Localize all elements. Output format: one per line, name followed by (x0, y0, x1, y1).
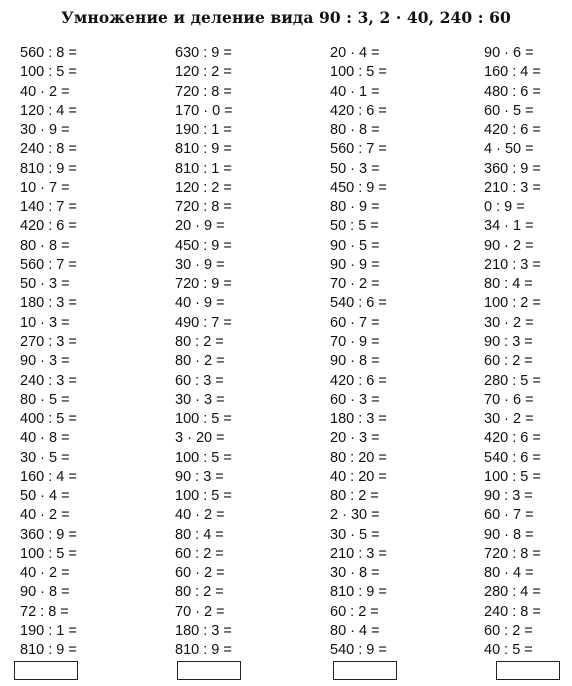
exercise-item: 100 : 5 = (175, 411, 232, 428)
exercise-item: 20 · 3 = (330, 430, 380, 447)
answer-box-4[interactable] (496, 661, 560, 680)
exercise-item: 30 · 3 = (175, 391, 225, 408)
exercise-item: 80 · 8 = (20, 237, 70, 254)
exercise-item: 630 : 9 = (175, 45, 232, 61)
exercise-item: 50 · 3 = (330, 160, 380, 177)
exercise-item: 80 : 20 = (330, 449, 387, 466)
exercise-item: 60 : 3 = (175, 372, 224, 389)
exercise-item: 90 : 3 = (484, 488, 533, 505)
exercise-item: 560 : 7 = (330, 141, 387, 158)
exercise-item: 60 : 2 = (175, 545, 224, 562)
exercise-item: 70 · 6 = (484, 391, 534, 408)
exercise-item: 4 · 50 = (484, 141, 534, 158)
exercise-item: 60 : 2 = (484, 622, 533, 639)
exercise-item: 240 : 8 = (484, 603, 541, 620)
exercise-item: 20 · 4 = (330, 45, 380, 61)
exercise-item: 30 · 5 = (20, 449, 70, 466)
exercise-item: 810 : 9 = (20, 160, 77, 177)
exercise-item: 810 : 9 = (20, 642, 77, 659)
exercise-item: 40 · 9 = (175, 295, 225, 312)
exercise-item: 420 : 6 = (484, 122, 541, 139)
exercise-item: 720 : 9 = (175, 276, 232, 293)
exercise-item: 210 : 3 = (484, 179, 541, 196)
exercise-item: 100 : 2 = (484, 295, 541, 312)
exercise-item: 90 · 2 = (484, 237, 534, 254)
exercise-item: 60 · 5 = (484, 102, 534, 119)
exercise-item: 270 : 3 = (20, 333, 77, 350)
exercise-item: 490 : 7 = (175, 314, 232, 331)
exercise-column-3 (330, 44, 387, 661)
exercise-item: 40 : 20 = (330, 468, 387, 485)
exercise-item: 180 : 3 = (330, 411, 387, 428)
exercise-item: 100 : 5 = (20, 545, 77, 562)
answer-box-2[interactable] (177, 661, 241, 680)
exercise-item: 560 : 8 = (20, 45, 77, 61)
exercise-item: 60 · 7 = (330, 314, 380, 331)
exercise-item: 810 : 9 = (175, 642, 232, 659)
exercise-item: 50 : 5 = (330, 218, 379, 235)
exercise-item: 160 : 4 = (20, 468, 77, 485)
exercise-item: 90 · 5 = (330, 237, 380, 254)
exercise-item: 190 : 1 = (20, 622, 77, 639)
exercise-item: 80 · 4 = (484, 565, 534, 582)
exercise-item: 40 · 2 = (20, 565, 70, 582)
exercise-item: 50 · 3 = (20, 276, 70, 293)
exercise-item: 90 · 8 = (20, 584, 70, 601)
exercise-item: 450 : 9 = (175, 237, 232, 254)
exercise-item: 480 : 6 = (484, 83, 541, 100)
exercise-item: 30 · 2 = (484, 314, 534, 331)
exercise-item: 120 : 2 = (175, 179, 232, 196)
exercise-item: 10 · 7 = (20, 179, 70, 196)
exercise-item: 280 : 4 = (484, 584, 541, 601)
exercise-item: 540 : 6 = (484, 449, 541, 466)
exercise-item: 80 : 4 = (484, 276, 533, 293)
exercise-item: 720 : 8 = (175, 199, 232, 216)
exercise-item: 30 · 2 = (484, 411, 534, 428)
exercise-item: 80 · 9 = (330, 199, 380, 216)
exercise-item: 810 : 9 = (175, 141, 232, 158)
exercise-item: 420 : 6 = (484, 430, 541, 447)
exercise-item: 720 : 8 = (484, 545, 541, 562)
exercise-item: 40 · 2 = (20, 507, 70, 524)
exercise-item: 90 · 9 = (330, 256, 380, 273)
exercise-item: 360 : 9 = (20, 526, 77, 543)
exercise-item: 100 : 5 = (175, 488, 232, 505)
exercise-item: 70 · 2 = (330, 276, 380, 293)
exercise-item: 100 : 5 = (175, 449, 232, 466)
exercise-column-1 (20, 44, 77, 661)
exercise-item: 40 : 5 = (484, 642, 533, 659)
exercise-column-4 (484, 44, 541, 661)
exercise-item: 40 · 2 = (20, 83, 70, 100)
exercise-item: 420 : 6 = (330, 372, 387, 389)
exercise-item: 80 · 5 = (20, 391, 70, 408)
exercise-item: 30 · 9 = (175, 256, 225, 273)
exercise-item: 170 · 0 = (175, 102, 233, 119)
exercise-item: 80 : 2 = (175, 333, 224, 350)
exercise-item: 100 : 5 = (20, 64, 77, 81)
exercise-item: 100 : 5 = (330, 64, 387, 81)
exercise-item: 90 : 3 = (484, 333, 533, 350)
exercise-item: 40 · 8 = (20, 430, 70, 447)
exercise-item: 190 : 1 = (175, 122, 232, 139)
exercise-item: 240 : 3 = (20, 372, 77, 389)
exercise-item: 0 : 9 = (484, 199, 525, 216)
exercise-item: 90 · 8 = (330, 353, 380, 370)
exercise-item: 10 · 3 = (20, 314, 70, 331)
exercise-item: 60 · 7 = (484, 507, 534, 524)
exercise-item: 180 : 3 = (20, 295, 77, 312)
exercise-item: 60 · 2 = (175, 565, 225, 582)
exercise-item: 80 · 8 = (330, 122, 380, 139)
exercise-grid (0, 44, 572, 659)
exercise-item: 72 : 8 = (20, 603, 69, 620)
exercise-item: 420 : 6 = (330, 102, 387, 119)
exercise-item: 2 · 30 = (330, 507, 380, 524)
exercise-item: 80 · 4 = (330, 622, 380, 639)
exercise-item: 80 · 2 = (175, 353, 225, 370)
exercise-item: 30 · 9 = (20, 122, 70, 139)
exercise-item: 450 : 9 = (330, 179, 387, 196)
exercise-item: 3 · 20 = (175, 430, 225, 447)
exercise-item: 40 · 2 = (175, 507, 225, 524)
exercise-item: 560 : 7 = (20, 256, 77, 273)
exercise-item: 180 : 3 = (175, 622, 232, 639)
exercise-item: 60 : 2 = (484, 353, 533, 370)
exercise-item: 810 : 9 = (330, 584, 387, 601)
exercise-item: 60 · 3 = (330, 391, 380, 408)
exercise-item: 420 : 6 = (20, 218, 77, 235)
exercise-item: 90 · 6 = (484, 45, 534, 61)
exercise-item: 70 · 2 = (175, 603, 225, 620)
exercise-item: 80 : 4 = (175, 526, 224, 543)
answer-box-1[interactable] (14, 661, 78, 680)
exercise-item: 160 : 4 = (484, 64, 541, 81)
exercise-item: 34 · 1 = (484, 218, 534, 235)
page-title: Умножение и деление вида 90 : 3, 2 · 40, 240 : 60 (61, 8, 511, 27)
exercise-item: 90 · 3 = (20, 353, 70, 370)
exercise-item: 540 : 6 = (330, 295, 387, 312)
exercise-item: 280 : 5 = (484, 372, 541, 389)
exercise-item: 210 : 3 = (484, 256, 541, 273)
exercise-item: 60 : 2 = (330, 603, 379, 620)
exercise-item: 20 · 9 = (175, 218, 225, 235)
exercise-item: 400 : 5 = (20, 411, 77, 428)
exercise-item: 100 : 5 = (484, 468, 541, 485)
exercise-item: 720 : 8 = (175, 83, 232, 100)
exercise-item: 140 : 7 = (20, 199, 77, 216)
exercise-item: 360 : 9 = (484, 160, 541, 177)
exercise-item: 210 : 3 = (330, 545, 387, 562)
exercise-item: 90 · 8 = (484, 526, 534, 543)
exercise-item: 80 : 2 = (330, 488, 379, 505)
exercise-item: 810 : 1 = (175, 160, 232, 177)
exercise-item: 50 · 4 = (20, 488, 70, 505)
exercise-item: 70 · 9 = (330, 333, 380, 350)
exercise-column-2 (175, 44, 233, 661)
exercise-item: 90 : 3 = (175, 468, 224, 485)
exercise-item: 240 : 8 = (20, 141, 77, 158)
exercise-item: 80 : 2 = (175, 584, 224, 601)
exercise-item: 40 · 1 = (330, 83, 380, 100)
exercise-item: 120 : 2 = (175, 64, 232, 81)
exercise-item: 120 : 4 = (20, 102, 77, 119)
exercise-item: 30 · 5 = (330, 526, 380, 543)
answer-box-3[interactable] (333, 661, 397, 680)
exercise-item: 540 : 9 = (330, 642, 387, 659)
exercise-item: 30 · 8 = (330, 565, 380, 582)
